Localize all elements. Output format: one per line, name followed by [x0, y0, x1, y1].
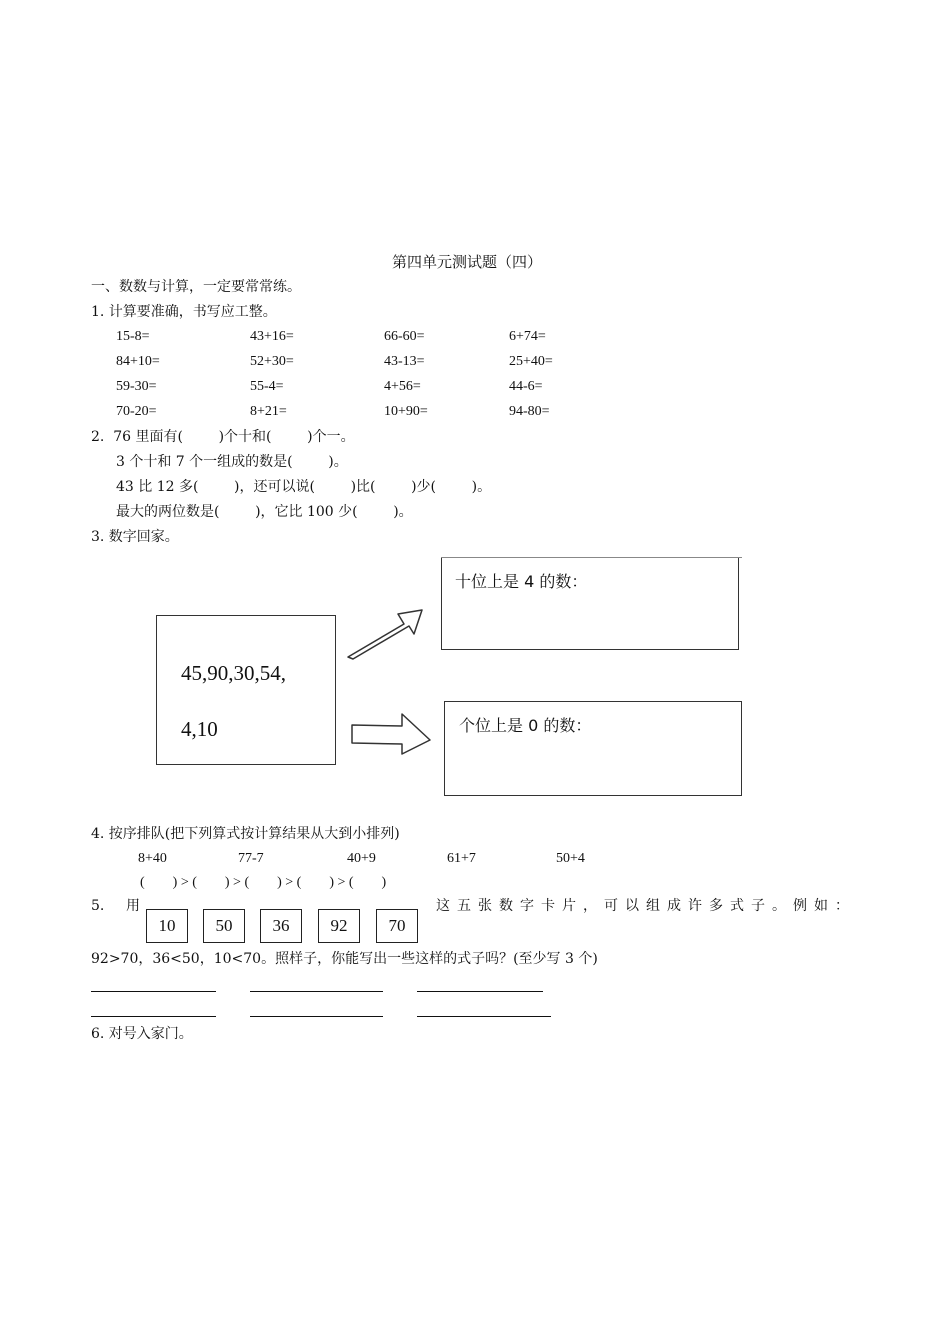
number-card: 36	[260, 909, 302, 943]
calc-item: 10+90=	[384, 404, 428, 419]
expression: 40+9	[347, 851, 376, 866]
question-5-text: 这五张数字卡片，可以组成许多式子。例如：	[436, 898, 856, 914]
arrow-right-icon	[340, 600, 440, 760]
question-2-line: 3 个十和 7 个一组成的数是( )。	[116, 454, 348, 470]
tens-digit-label: 十位上是 4 的数：	[455, 572, 588, 591]
answer-line	[417, 991, 543, 992]
question-2-label: 2. 76 里面有( )个十和( )个一。	[91, 429, 355, 445]
calc-item: 44-6=	[509, 379, 543, 394]
number-card: 70	[376, 909, 418, 943]
ones-digit-label: 个位上是 0 的数：	[459, 716, 592, 735]
numbers-box	[156, 615, 336, 765]
answer-line	[91, 1016, 216, 1017]
numbers-line-2: 4,10	[181, 717, 218, 741]
expression: 61+7	[447, 851, 476, 866]
answer-line	[250, 991, 383, 992]
answer-line	[250, 1016, 383, 1017]
order-line: ( ) > ( ) > ( ) > ( ) > ( )	[140, 875, 387, 890]
calc-item: 59-30=	[116, 379, 157, 394]
box-divider	[441, 557, 742, 558]
calc-item: 25+40=	[509, 354, 553, 369]
section-heading: 一、数数与计算，一定要常常练。	[91, 279, 301, 295]
numbers-line-1: 45,90,30,54,	[181, 661, 286, 685]
expression: 77-7	[238, 851, 264, 866]
number-card: 92	[318, 909, 360, 943]
answer-line	[417, 1016, 551, 1017]
answer-line	[91, 991, 216, 992]
question-6-label: 6. 对号入家门。	[91, 1026, 193, 1042]
calc-item: 84+10=	[116, 354, 160, 369]
page-title: 第四单元测试题（四）	[392, 253, 543, 271]
calc-item: 43-13=	[384, 354, 425, 369]
number-card: 10	[146, 909, 188, 943]
question-4-label: 4. 按序排队(把下列算式按计算结果从大到小排列)	[91, 826, 400, 842]
calc-item: 70-20=	[116, 404, 157, 419]
question-5-line-2: 92>70，36<50，10<70。照样子，你能写出一些这样的式子吗？(至少写 3 个)	[91, 951, 598, 967]
question-2-line: 最大的两位数是( )，它比 100 少( )。	[116, 504, 413, 520]
expression: 8+40	[138, 851, 167, 866]
calc-item: 4+56=	[384, 379, 421, 394]
calc-item: 43+16=	[250, 329, 294, 344]
question-3-label: 3. 数字回家。	[91, 529, 179, 545]
number-card: 50	[203, 909, 245, 943]
question-5-use: 用	[126, 898, 140, 914]
calc-item: 66-60=	[384, 329, 425, 344]
question-5-number: 5.	[91, 898, 105, 914]
calc-item: 52+30=	[250, 354, 294, 369]
calc-item: 8+21=	[250, 404, 287, 419]
calc-item: 94-80=	[509, 404, 550, 419]
calc-item: 15-8=	[116, 329, 150, 344]
question-2-line: 43 比 12 多( )，还可以说( )比( )少( )。	[116, 479, 492, 495]
calc-item: 6+74=	[509, 329, 546, 344]
calc-item: 55-4=	[250, 379, 284, 394]
expression: 50+4	[556, 851, 585, 866]
question-1-label: 1. 计算要准确，书写应工整。	[91, 304, 277, 320]
